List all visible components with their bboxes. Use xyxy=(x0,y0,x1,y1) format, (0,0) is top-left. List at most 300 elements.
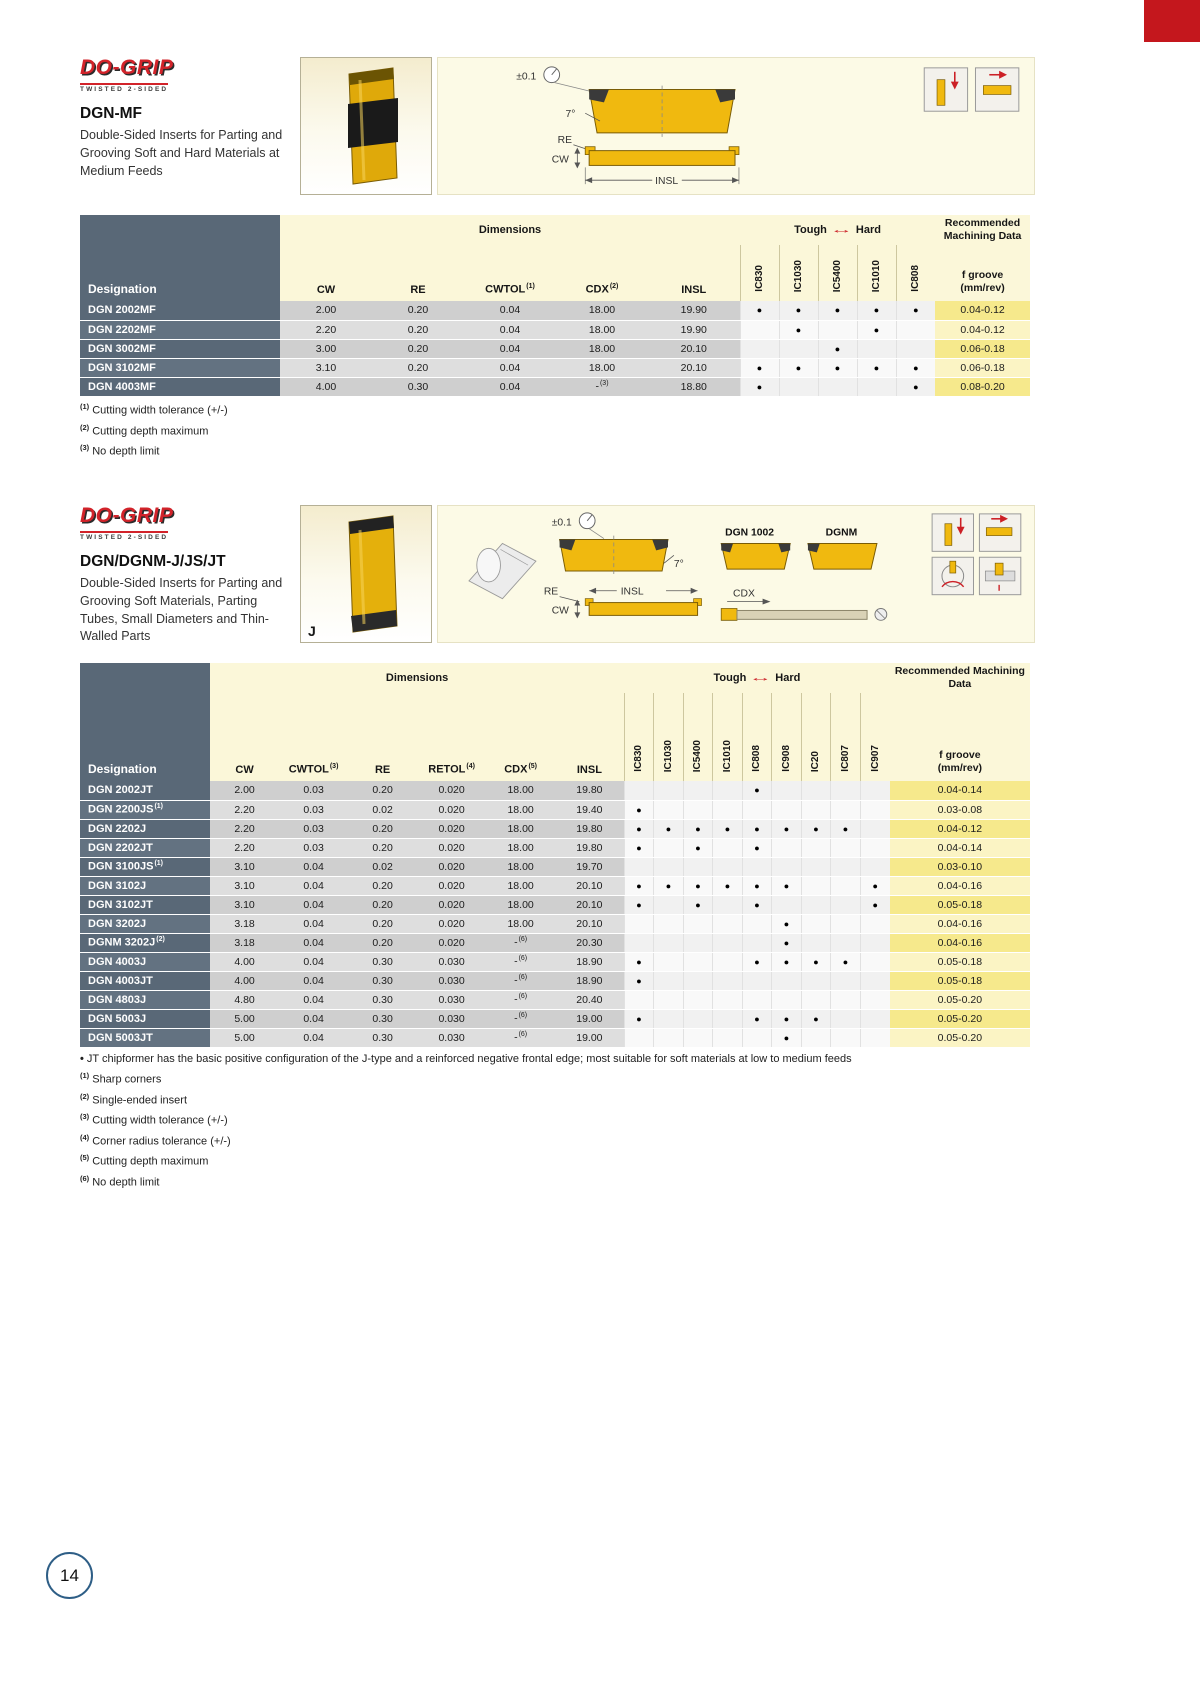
dimension-cell: 0.04 xyxy=(279,971,348,990)
designation-cell: DGN 2202MF xyxy=(80,320,280,339)
grade-availability-cell xyxy=(772,838,802,857)
insert-side-view xyxy=(589,151,735,166)
dimension-cell: 20.10 xyxy=(555,876,624,895)
grade-availability-cell: ● xyxy=(654,876,684,895)
do-grip-tagline: TWISTED 2-SIDED xyxy=(80,83,168,93)
dimension-cell: 0.030 xyxy=(417,971,486,990)
do-grip-logo: DO-GRIP xyxy=(80,56,174,79)
grade-availability-cell xyxy=(801,933,831,952)
dimension-cell: 0.20 xyxy=(348,933,417,952)
grade-availability-cell: ● xyxy=(772,819,802,838)
dimension-cell: 19.40 xyxy=(555,800,624,819)
grade-availability-cell xyxy=(624,781,654,800)
grade-availability-cell: ● xyxy=(831,819,861,838)
grade-availability-cell: ● xyxy=(624,1009,654,1028)
f-groove-cell: 0.03-0.10 xyxy=(890,857,1030,876)
column-header-insl: INSL xyxy=(555,693,624,781)
cdx-label: CDX xyxy=(733,588,755,600)
grade-availability-cell xyxy=(831,914,861,933)
f-groove-cell: 0.05-0.18 xyxy=(890,952,1030,971)
dimension-cell: 0.04 xyxy=(279,1009,348,1028)
dimension-cell: -$^{(6)}$ xyxy=(486,1009,555,1028)
dimension-cell: 0.04 xyxy=(279,914,348,933)
tough-hard-group-header: Tough ↔ Hard xyxy=(624,663,890,693)
grade-availability-cell: ● xyxy=(713,876,743,895)
grade-availability-cell: ● xyxy=(896,358,935,377)
grade-availability-cell xyxy=(713,990,743,1009)
dimension-cell: 0.30 xyxy=(348,990,417,1009)
grade-availability-cell xyxy=(683,800,713,819)
dimension-cell: 4.00 xyxy=(210,952,279,971)
table-body xyxy=(80,301,1030,396)
dimension-cell: 0.020 xyxy=(417,800,486,819)
dimension-cell: 20.10 xyxy=(648,358,740,377)
footnote: $^{(4)}$ Corner radius tolerance (+/-) xyxy=(80,1132,231,1148)
dimension-cell: 0.04 xyxy=(279,933,348,952)
footnote: $^{(2)}$ Single-ended insert xyxy=(80,1091,188,1107)
designation-cell: DGN 5003JT xyxy=(80,1028,210,1047)
dimension-cell: 18.00 xyxy=(556,301,648,320)
grade-availability-cell: ● xyxy=(624,838,654,857)
column-header-f-groove: f groove (mm/rev) xyxy=(890,693,1030,781)
section1-technical-drawing xyxy=(437,57,1035,195)
angle-label: 7° xyxy=(565,109,576,121)
dimension-cell: 0.20 xyxy=(372,339,464,358)
grade-availability-cell xyxy=(860,1028,890,1047)
grade-availability-cell: ● xyxy=(772,952,802,971)
tolerance-label: ±0.1 xyxy=(516,71,537,83)
column-header-row xyxy=(80,693,1030,781)
dimension-cell: 0.04 xyxy=(279,895,348,914)
grade-availability-cell xyxy=(683,1028,713,1047)
footnote: • JT chipformer has the basic positive configuration of the J-type and a reinforced negative frontal edge; most suitable for soft materials at low to medium feeds xyxy=(80,1053,852,1065)
dimension-cell: 2.00 xyxy=(210,781,279,800)
table-row xyxy=(80,876,1030,895)
dimension-cell: 3.18 xyxy=(210,914,279,933)
dimension-cell: 18.00 xyxy=(486,876,555,895)
table-row xyxy=(80,838,1030,857)
dimension-cell: 0.20 xyxy=(348,838,417,857)
column-header-cdx: CDX$^{(2)}$ xyxy=(556,245,648,301)
dimensions-group-header: Dimensions xyxy=(210,663,624,693)
dimension-cell: -$^{(3)}$ xyxy=(556,377,648,396)
grade-availability-cell xyxy=(742,971,772,990)
table-row xyxy=(80,819,1030,838)
table-row xyxy=(80,857,1030,876)
dimension-cell: 0.020 xyxy=(417,819,486,838)
grade-availability-cell xyxy=(713,1009,743,1028)
dimension-cell: 0.04 xyxy=(464,377,556,396)
grade-availability-cell xyxy=(772,857,802,876)
dimension-cell: 5.00 xyxy=(210,1009,279,1028)
grade-availability-cell xyxy=(713,838,743,857)
section1-insert-photo xyxy=(300,57,432,195)
dimension-cell: 0.030 xyxy=(417,952,486,971)
grade-availability-cell xyxy=(860,914,890,933)
f-groove-cell: 0.04-0.12 xyxy=(890,819,1030,838)
grade-availability-cell xyxy=(772,781,802,800)
grade-availability-cell xyxy=(654,952,684,971)
grade-column-header-ic5400: IC5400 xyxy=(683,693,713,781)
dimension-cell: 0.30 xyxy=(348,1028,417,1047)
grade-availability-cell xyxy=(624,990,654,1009)
workpiece-sketch xyxy=(469,543,536,598)
dimension-cell: 3.18 xyxy=(210,933,279,952)
grade-availability-cell: ● xyxy=(742,952,772,971)
f-groove-cell: 0.05-0.20 xyxy=(890,990,1030,1009)
grade-availability-cell xyxy=(713,971,743,990)
grade-availability-cell xyxy=(683,952,713,971)
dimension-cell: 19.00 xyxy=(555,1009,624,1028)
grade-availability-cell xyxy=(742,990,772,1009)
grade-availability-cell xyxy=(654,781,684,800)
grade-availability-cell xyxy=(713,952,743,971)
table-row xyxy=(80,914,1030,933)
footnote: $^{(2)}$ Cutting depth maximum xyxy=(80,422,209,438)
dimension-cell: 0.30 xyxy=(348,971,417,990)
dimension-cell: 0.04 xyxy=(464,358,556,377)
dimension-cell: 18.00 xyxy=(486,857,555,876)
grade-availability-cell: ● xyxy=(742,781,772,800)
grade-availability-cell: ● xyxy=(818,301,857,320)
grade-availability-cell: ● xyxy=(740,377,779,396)
dimension-cell: 2.20 xyxy=(210,838,279,857)
grade-column-header-ic1030: IC1030 xyxy=(654,693,684,781)
dimension-cell: 0.20 xyxy=(348,895,417,914)
grade-column-header-ic830: IC830 xyxy=(740,245,779,301)
tough-hard-arrow-icon: ↔ xyxy=(749,672,773,684)
grade-availability-cell xyxy=(831,1028,861,1047)
dimension-cell: 19.80 xyxy=(555,819,624,838)
column-header-cw: CW xyxy=(280,245,372,301)
grade-availability-cell xyxy=(742,914,772,933)
grade-availability-cell: ● xyxy=(818,358,857,377)
grade-availability-cell xyxy=(860,800,890,819)
grade-availability-cell xyxy=(860,1009,890,1028)
dimension-cell: 0.04 xyxy=(464,301,556,320)
designation-column-header: Designation xyxy=(80,215,280,301)
grade-availability-cell xyxy=(772,895,802,914)
grade-availability-cell xyxy=(801,971,831,990)
dimension-cell: -$^{(6)}$ xyxy=(486,990,555,1009)
grade-availability-cell: ● xyxy=(624,971,654,990)
gauge-icon xyxy=(579,513,595,529)
dimension-cell: 19.90 xyxy=(648,301,740,320)
grade-availability-cell xyxy=(801,914,831,933)
dimension-cell: 20.40 xyxy=(555,990,624,1009)
dimension-cell: 2.00 xyxy=(280,301,372,320)
grade-availability-cell xyxy=(818,377,857,396)
grade-availability-cell xyxy=(742,933,772,952)
re-label: RE xyxy=(557,134,572,146)
table-row xyxy=(80,990,1030,1009)
grade-availability-cell: ● xyxy=(772,1009,802,1028)
f-groove-cell: 0.03-0.08 xyxy=(890,800,1030,819)
designation-cell: DGN 3102MF xyxy=(80,358,280,377)
grade-availability-cell xyxy=(683,990,713,1009)
dimension-cell: 18.00 xyxy=(486,838,555,857)
do-grip-tagline: TWISTED 2-SIDED xyxy=(80,531,168,541)
grade-column-header-ic807: IC807 xyxy=(831,693,861,781)
grade-availability-cell: ● xyxy=(779,301,818,320)
dimension-cell: 19.70 xyxy=(555,857,624,876)
grade-availability-cell: ● xyxy=(740,301,779,320)
grade-availability-cell xyxy=(857,339,896,358)
grade-availability-cell xyxy=(801,990,831,1009)
grade-availability-cell xyxy=(831,857,861,876)
designation-cell: DGN 3102J xyxy=(80,876,210,895)
grade-availability-cell: ● xyxy=(801,819,831,838)
dimension-cell: 4.00 xyxy=(210,971,279,990)
footnote: $^{(5)}$ Cutting depth maximum xyxy=(80,1153,209,1168)
designation-cell: DGN 4803J xyxy=(80,990,210,1009)
grade-availability-cell xyxy=(654,933,684,952)
dimension-cell: 0.20 xyxy=(348,876,417,895)
dimension-cell: 0.030 xyxy=(417,990,486,1009)
dimension-cell: 2.20 xyxy=(280,320,372,339)
recommended-machining-data-header: Recommended Machining Data xyxy=(935,215,1030,245)
cw-label: CW xyxy=(551,154,569,166)
grade-availability-cell xyxy=(683,971,713,990)
dimension-cell: 0.04 xyxy=(279,952,348,971)
grade-availability-cell: ● xyxy=(801,1009,831,1028)
dimension-cell: 20.10 xyxy=(555,914,624,933)
table-row xyxy=(80,339,1030,358)
f-groove-cell: 0.04-0.12 xyxy=(935,301,1030,320)
grade-availability-cell xyxy=(857,377,896,396)
dimension-cell: 0.04 xyxy=(279,876,348,895)
f-groove-cell: 0.04-0.14 xyxy=(890,781,1030,800)
recommended-machining-data-header: Recommended Machining Data xyxy=(890,663,1030,693)
grade-availability-cell xyxy=(831,800,861,819)
grade-column-header-ic908: IC908 xyxy=(772,693,802,781)
grade-availability-cell xyxy=(860,990,890,1009)
dimension-cell: 0.03 xyxy=(279,781,348,800)
dimension-cell: 0.020 xyxy=(417,876,486,895)
grade-availability-cell: ● xyxy=(742,876,772,895)
grade-availability-cell: ● xyxy=(740,358,779,377)
designation-cell: DGN 2002MF xyxy=(80,301,280,320)
dimension-cell: 18.00 xyxy=(556,320,648,339)
dimension-cell: 4.80 xyxy=(210,990,279,1009)
grade-availability-cell xyxy=(831,876,861,895)
dimension-cell: 0.02 xyxy=(348,800,417,819)
do-grip-logo: DO-GRIP xyxy=(80,504,174,527)
table-row xyxy=(80,800,1030,819)
designation-column-header: Designation xyxy=(80,663,210,781)
section1-footnotes xyxy=(80,402,1040,464)
dimension-cell: 0.03 xyxy=(279,819,348,838)
grade-availability-cell: ● xyxy=(831,952,861,971)
dimension-cell: 18.00 xyxy=(486,781,555,800)
dimension-cell: 4.00 xyxy=(280,377,372,396)
grade-availability-cell xyxy=(772,971,802,990)
grade-availability-cell xyxy=(713,933,743,952)
grade-availability-cell xyxy=(654,914,684,933)
grade-availability-cell xyxy=(831,838,861,857)
grade-availability-cell xyxy=(801,876,831,895)
grade-availability-cell: ● xyxy=(624,819,654,838)
table-row xyxy=(80,952,1030,971)
grade-availability-cell xyxy=(654,971,684,990)
grade-availability-cell xyxy=(740,320,779,339)
grade-column-header-ic5400: IC5400 xyxy=(818,245,857,301)
dimension-cell: 19.80 xyxy=(555,838,624,857)
grade-availability-cell xyxy=(860,933,890,952)
dimension-cell: 0.20 xyxy=(372,358,464,377)
grade-availability-cell xyxy=(860,838,890,857)
dimension-cell: 20.10 xyxy=(555,895,624,914)
grade-availability-cell: ● xyxy=(654,819,684,838)
dimension-cell: 0.030 xyxy=(417,1028,486,1047)
grade-availability-cell xyxy=(772,990,802,1009)
column-header-cw: CW xyxy=(210,693,279,781)
table-row xyxy=(80,971,1030,990)
column-header-re: RE xyxy=(372,245,464,301)
tough-hard-arrow-icon: ↔ xyxy=(829,224,853,236)
grade-availability-cell: ● xyxy=(713,819,743,838)
tough-hard-group-header: Tough ↔ Hard xyxy=(740,215,935,245)
column-header-cdx: CDX$^{(5)}$ xyxy=(486,693,555,781)
grade-availability-cell: ● xyxy=(772,876,802,895)
grade-availability-cell xyxy=(896,320,935,339)
dimension-cell: 0.04 xyxy=(279,990,348,1009)
designation-cell: DGN 3002MF xyxy=(80,339,280,358)
section2-footnotes xyxy=(80,1052,1040,1195)
grade-availability-cell xyxy=(683,781,713,800)
dimension-cell: 0.20 xyxy=(348,914,417,933)
grade-availability-cell xyxy=(831,933,861,952)
grade-availability-cell: ● xyxy=(896,377,935,396)
grade-availability-cell xyxy=(860,857,890,876)
grade-availability-cell: ● xyxy=(683,838,713,857)
grade-availability-cell xyxy=(683,1009,713,1028)
grade-availability-cell: ● xyxy=(818,339,857,358)
column-header-cwtol: CWTOL$^{(3)}$ xyxy=(279,693,348,781)
dimension-cell: 0.04 xyxy=(279,857,348,876)
f-groove-cell: 0.04-0.12 xyxy=(935,320,1030,339)
grade-availability-cell xyxy=(624,914,654,933)
dimension-cell: 18.00 xyxy=(486,800,555,819)
table-row xyxy=(80,301,1030,320)
grade-availability-cell: ● xyxy=(860,876,890,895)
dimension-cell: 0.30 xyxy=(348,952,417,971)
grade-availability-cell xyxy=(801,1028,831,1047)
dimension-cell: 0.030 xyxy=(417,1009,486,1028)
grade-availability-cell xyxy=(801,838,831,857)
grade-availability-cell xyxy=(831,971,861,990)
grade-availability-cell: ● xyxy=(772,914,802,933)
table-row xyxy=(80,781,1030,800)
dimension-cell: 3.10 xyxy=(210,895,279,914)
grade-availability-cell xyxy=(860,952,890,971)
table-row xyxy=(80,933,1030,952)
dimension-cell: 3.00 xyxy=(280,339,372,358)
grade-availability-cell xyxy=(742,857,772,876)
dimension-cell: 18.00 xyxy=(486,895,555,914)
designation-cell: DGN 2202JT xyxy=(80,838,210,857)
grade-availability-cell xyxy=(624,857,654,876)
grade-availability-cell xyxy=(779,377,818,396)
blade-side-view xyxy=(737,610,867,619)
f-groove-cell: 0.04-0.14 xyxy=(890,838,1030,857)
dimension-cell: 3.10 xyxy=(210,857,279,876)
grade-column-header-ic907: IC907 xyxy=(860,693,890,781)
spec-table-dgn-j xyxy=(80,663,1030,1048)
spec-table-dgn-mf xyxy=(80,215,1030,397)
dimension-cell: -$^{(6)}$ xyxy=(486,971,555,990)
grade-availability-cell xyxy=(624,1028,654,1047)
column-header-cwtol: CWTOL$^{(1)}$ xyxy=(464,245,556,301)
grade-availability-cell xyxy=(818,320,857,339)
table-row xyxy=(80,895,1030,914)
dimension-cell: 0.020 xyxy=(417,895,486,914)
designation-cell: DGN 3102JT xyxy=(80,895,210,914)
grade-availability-cell xyxy=(654,838,684,857)
designation-cell: DGN 5003J xyxy=(80,1009,210,1028)
grade-availability-cell xyxy=(896,339,935,358)
dimension-cell: 18.00 xyxy=(556,339,648,358)
grade-availability-cell xyxy=(742,1028,772,1047)
grade-availability-cell: ● xyxy=(742,1009,772,1028)
column-header-f-groove: f groove (mm/rev) xyxy=(935,245,1030,301)
grade-availability-cell xyxy=(831,895,861,914)
f-groove-cell: 0.05-0.20 xyxy=(890,1028,1030,1047)
grade-availability-cell: ● xyxy=(857,320,896,339)
grade-availability-cell xyxy=(683,857,713,876)
application-icon-tube-parting xyxy=(932,557,973,594)
column-header-insl: INSL xyxy=(648,245,740,301)
dimension-cell: 0.020 xyxy=(417,781,486,800)
dimension-cell: 0.04 xyxy=(464,320,556,339)
grade-availability-cell: ● xyxy=(624,800,654,819)
grade-availability-cell: ● xyxy=(779,320,818,339)
grade-availability-cell: ● xyxy=(624,952,654,971)
page-corner-tab xyxy=(1144,0,1200,42)
dimension-cell: 0.20 xyxy=(372,320,464,339)
dimension-cell: 0.02 xyxy=(348,857,417,876)
table-row xyxy=(80,358,1030,377)
grade-availability-cell xyxy=(654,857,684,876)
grade-availability-cell xyxy=(860,971,890,990)
dgn-mf-drawing xyxy=(438,58,1034,194)
grade-availability-cell: ● xyxy=(683,895,713,914)
column-header-re: RE xyxy=(348,693,417,781)
grade-availability-cell xyxy=(654,895,684,914)
footnote: $^{(6)}$ No depth limit xyxy=(80,1173,160,1189)
grade-availability-cell: ● xyxy=(742,838,772,857)
grade-availability-cell xyxy=(831,781,861,800)
f-groove-cell: 0.04-0.16 xyxy=(890,876,1030,895)
dimension-cell: 5.00 xyxy=(210,1028,279,1047)
grade-column-header-ic830: IC830 xyxy=(624,693,654,781)
angle-label: 7° xyxy=(673,559,684,571)
grade-availability-cell xyxy=(831,1009,861,1028)
footnote: $^{(3)}$ No depth limit xyxy=(80,443,160,458)
grade-availability-cell xyxy=(742,800,772,819)
dimension-cell: 3.10 xyxy=(280,358,372,377)
f-groove-cell: 0.05-0.20 xyxy=(890,1009,1030,1028)
grade-availability-cell xyxy=(831,990,861,1009)
grade-availability-cell: ● xyxy=(624,895,654,914)
grade-availability-cell: ● xyxy=(742,895,772,914)
dimension-cell: 20.10 xyxy=(648,339,740,358)
dimension-cell: 19.90 xyxy=(648,320,740,339)
grade-availability-cell xyxy=(713,1028,743,1047)
grade-availability-cell: ● xyxy=(857,358,896,377)
section2-info xyxy=(80,505,298,646)
insert-photo-graphic xyxy=(301,58,431,194)
